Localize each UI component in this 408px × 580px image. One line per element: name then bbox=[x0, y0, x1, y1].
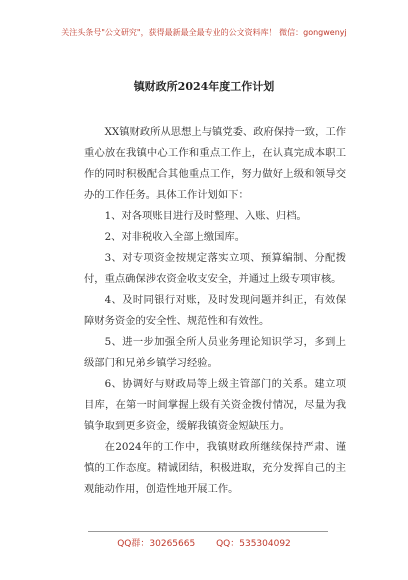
paragraph-item-1: 1、对各项账目进行及时整理、入账、归档。 bbox=[104, 210, 307, 222]
paragraph-conclusion: 在2024年的工作中，我镇财政所继续保持严肃、谨慎的工作态度。精诚团结，积极进取，充分发挥自己的主观能动作用，创造性地开展工作。 bbox=[84, 441, 346, 495]
footer-divider bbox=[88, 531, 328, 532]
paragraph-item-2: 2、对非税收入全部上缴国库。 bbox=[104, 231, 246, 243]
document-title: 镇财政所2024年度工作计划 bbox=[133, 80, 275, 93]
document-body bbox=[84, 122, 346, 500]
header-promo-note: 关注头条号"公文研究"，获得最新最全最专业的公文资料库！ 微信：gongwenyj bbox=[61, 28, 347, 37]
paragraph-intro: XX镇财政所从思想上与镇党委、政府保持一致，工作重心放在我镇中心工作和重点工作上，在认真完成本职工作的同时积极配合其他重点工作，努力做好上级和领导交办的工作任务。具体工作计划如下： bbox=[84, 126, 346, 201]
paragraph-item-6: 6、协调好与财政局等上级主管部门的关系。建立项目库，在第一时间掌握上级有关资金拨付情况，尽量为我镇争取到更多资金，缓解我镇资金短缺压力。 bbox=[84, 378, 346, 432]
footer-qq: QQ：535304092 bbox=[216, 539, 291, 549]
paragraph-item-3: 3、对专项资金按规定落实立项、预算编制、分配拨付，重点确保涉农资金收支安全，并通过上级专项审核。 bbox=[84, 252, 346, 285]
footer-contact bbox=[0, 536, 408, 549]
paragraph-item-4: 4、及时同银行对账，及时发现问题并纠正，有效保障财务资金的安全性、规范性和有效性。 bbox=[84, 294, 346, 327]
paragraph-item-5: 5、进一步加强全所人员业务理论知识学习，多到上级部门和兄弟乡镇学习经验。 bbox=[84, 336, 346, 369]
footer-qq-group: QQ群：30265665 bbox=[117, 539, 196, 549]
